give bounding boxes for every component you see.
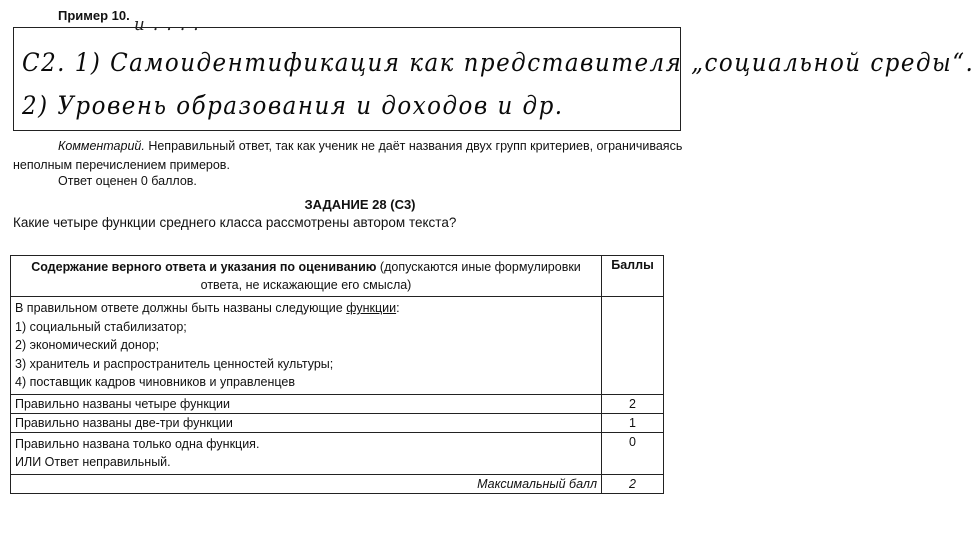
header-content-rest: (допускаются иные формулировки ответа, не искажающие его смысла)	[200, 260, 581, 292]
handwriting-line-2: 2) Уровень образования и доходов и др.	[22, 91, 564, 120]
answer-item: 1) социальный стабилизатор;	[15, 319, 187, 334]
criteria-score: 1	[602, 413, 664, 432]
criteria-score: 2	[602, 394, 664, 413]
answer-item: 3) хранитель и распространитель ценностей культуры;	[15, 356, 334, 371]
answer-item: 2) экономический донор;	[15, 338, 160, 352]
criteria-text: Правильно названы две-три функции	[11, 413, 602, 432]
task-question: Какие четыре функции среднего класса рассмотрены автором текста?	[13, 215, 457, 230]
criteria-row	[11, 432, 664, 474]
handwriting-line-1: С2. 1) Самоидентификация как представителя „социальной среды“.	[22, 48, 974, 77]
max-score-row	[11, 474, 664, 493]
criteria-row	[11, 394, 664, 413]
header-content-bold: Содержание верного ответа и указания по оцениванию	[31, 260, 377, 274]
criteria-score: 0	[602, 432, 664, 474]
comment-paragraph	[13, 137, 703, 175]
answer-intro	[15, 299, 597, 318]
header-content-cell	[11, 256, 602, 297]
answer-intro-colon: :	[396, 301, 400, 315]
criteria-cell	[11, 432, 602, 474]
answer-item: 4) поставщик кадров чиновников и управленцев	[15, 375, 295, 389]
comment-text: Неправильный ответ, так как ученик не даёт названия двух групп критериев, ограничиваясь неполным перечислением примеров.	[13, 139, 683, 172]
answer-row	[11, 297, 664, 395]
header-score-cell: Баллы	[602, 256, 664, 297]
handwriting-cutoff-line: и . . . .	[134, 14, 201, 35]
criteria-text: Правильно названа только одна функция.	[15, 436, 260, 451]
criteria-text: Правильно названы четыре функции	[11, 394, 602, 413]
answer-intro-text: В правильном ответе должны быть названы следующие	[15, 301, 347, 315]
answer-cell	[11, 297, 602, 395]
table-header-row	[11, 256, 664, 297]
grading-table	[10, 255, 664, 494]
example-title: Пример 10.	[58, 8, 130, 23]
grading-result: Ответ оценен 0 баллов.	[58, 174, 197, 188]
criteria-text-alt: ИЛИ Ответ неправильный.	[15, 455, 171, 469]
max-score-label: Максимальный балл	[11, 474, 602, 493]
criteria-row	[11, 413, 664, 432]
max-score-value: 2	[602, 474, 664, 493]
comment-lead: Комментарий.	[58, 139, 145, 153]
task-title: ЗАДАНИЕ 28 (С3)	[304, 197, 416, 212]
answer-score-cell	[602, 297, 664, 395]
answer-intro-underlined: функции	[346, 301, 397, 315]
